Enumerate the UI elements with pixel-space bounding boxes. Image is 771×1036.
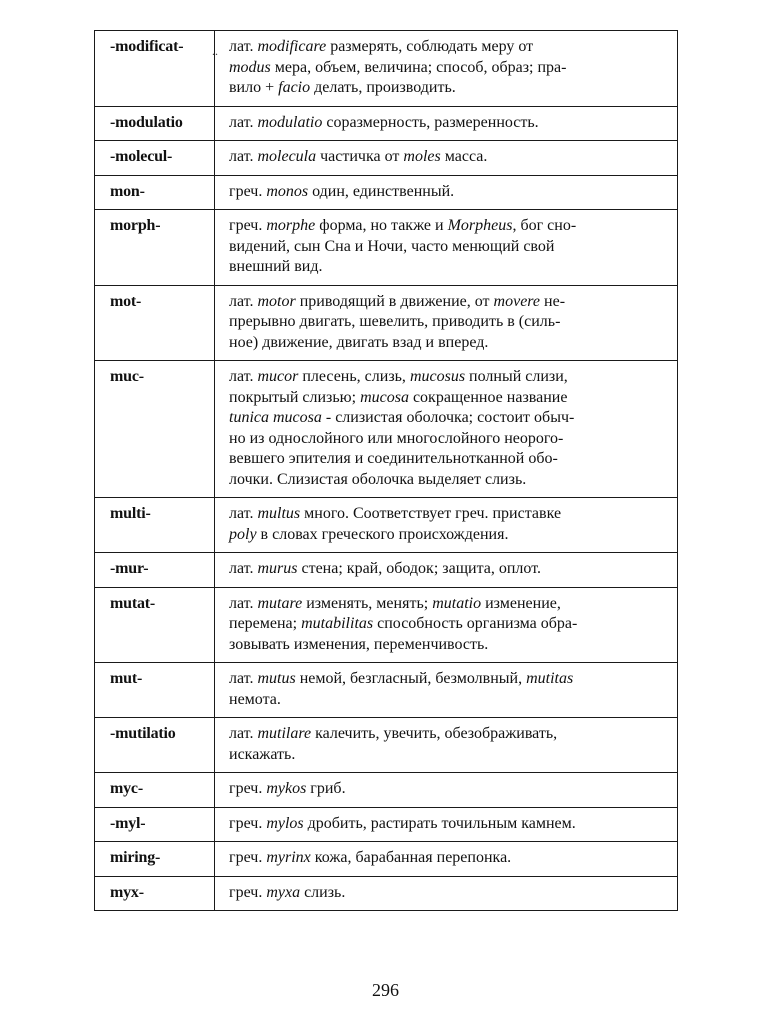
italic-term: monos	[266, 182, 309, 200]
definition-text: делать, производить.	[310, 79, 456, 96]
italic-term: moles	[403, 148, 441, 165]
definition-line	[229, 594, 669, 615]
definition-text: греч.	[229, 217, 267, 234]
italic-term: multus	[257, 505, 301, 522]
italic-term: facio	[278, 79, 311, 96]
definition-text: перемена;	[229, 615, 302, 632]
definition-line	[229, 216, 669, 237]
entry-definition	[215, 842, 678, 877]
definition-text: мера, объем, величина; способ, образ; пра-	[270, 58, 567, 76]
definition-text: но из однослойного или многослойного неорого-	[229, 429, 564, 447]
italic-term: motor	[257, 292, 296, 310]
definition-line	[229, 237, 669, 258]
definition-text: греч.	[229, 780, 267, 797]
definition-text: лочки. Слизистая оболочка выделяет слизь.	[229, 470, 527, 488]
definition-line	[229, 848, 669, 869]
definition-text: искажать.	[229, 745, 296, 763]
glossary-row	[95, 498, 678, 553]
definition-line	[229, 724, 669, 745]
glossary-body	[95, 31, 678, 911]
glossary-row	[95, 807, 678, 842]
entry-term: -molecul-	[95, 141, 215, 176]
definition-text: гриб.	[306, 780, 346, 797]
definition-text: видений, сын Сна и Ночи, часто менющий свой	[229, 237, 555, 255]
definition-text: вило +	[229, 79, 279, 96]
entry-term: mutat-	[95, 587, 215, 663]
definition-text: слизь.	[300, 883, 346, 901]
glossary-row	[95, 31, 678, 107]
entry-term: -modificat-	[95, 31, 215, 107]
entry-definition	[215, 361, 678, 498]
glossary-row	[95, 285, 678, 361]
glossary-row	[95, 876, 678, 911]
definition-text: полный слизи,	[465, 368, 568, 385]
definition-text: частичка от	[316, 148, 404, 165]
glossary-row	[95, 175, 678, 210]
definition-line	[229, 78, 669, 99]
entry-definition	[215, 498, 678, 553]
definition-text: стена; край, ободок; защита, оплот.	[297, 560, 541, 577]
italic-term: mykos	[266, 780, 307, 797]
entry-definition	[215, 663, 678, 718]
definition-text: лат.	[229, 505, 258, 522]
italic-term: murus	[257, 560, 298, 577]
definition-text: много. Соответствует греч. приставке	[300, 505, 562, 522]
definition-line	[229, 147, 669, 168]
definition-text: размерять, соблюдать меру от	[326, 38, 534, 55]
italic-term: Morpheus	[447, 217, 513, 234]
definition-line	[229, 635, 669, 656]
glossary-row	[95, 210, 678, 286]
glossary-row	[95, 842, 678, 877]
italic-term: mylos	[266, 814, 304, 832]
definition-text: покрытый слизью;	[229, 388, 361, 406]
definition-text: дробить, растирать точильным камнем.	[303, 814, 576, 832]
definition-line	[229, 257, 669, 278]
entry-definition	[215, 718, 678, 773]
definition-text: не-	[540, 292, 566, 310]
definition-text: форма, но также и	[315, 217, 448, 234]
definition-line	[229, 388, 669, 409]
definition-text: в словах греческого происхождения.	[256, 525, 509, 543]
definition-text: лат.	[229, 560, 258, 577]
definition-text: зовывать изменения, переменчивость.	[229, 635, 489, 653]
italic-term: morphe	[266, 217, 316, 234]
entry-term: multi-	[95, 498, 215, 553]
definition-text: немота.	[229, 690, 281, 708]
italic-term: mucor	[257, 368, 299, 385]
italic-term: mutitas	[526, 670, 574, 687]
entry-definition	[215, 587, 678, 663]
entry-definition	[215, 807, 678, 842]
definition-line	[229, 367, 669, 388]
definition-line	[229, 113, 669, 134]
definition-line	[229, 614, 669, 635]
glossary-row	[95, 106, 678, 141]
glossary-row	[95, 361, 678, 498]
entry-definition	[215, 31, 678, 107]
definition-line	[229, 312, 669, 333]
italic-term: poly	[229, 525, 257, 543]
entry-term: myx-	[95, 876, 215, 911]
entry-definition	[215, 141, 678, 176]
definition-line	[229, 745, 669, 766]
definition-text: вевшего эпителия и соединительнотканной обо-	[229, 450, 558, 467]
glossary-row	[95, 718, 678, 773]
definition-line	[229, 669, 669, 690]
definition-line	[229, 525, 669, 546]
definition-text: сокращенное название	[408, 388, 568, 406]
italic-term: myrinx	[266, 849, 311, 866]
definition-line	[229, 883, 669, 904]
entry-term: -mutilatio	[95, 718, 215, 773]
definition-text: лат.	[229, 670, 258, 687]
definition-text: лат.	[229, 594, 258, 612]
definition-line	[229, 58, 669, 79]
glossary-row	[95, 663, 678, 718]
italic-term: mucosus	[409, 368, 466, 385]
definition-text: плесень, слизь,	[298, 368, 410, 385]
entry-definition	[215, 553, 678, 588]
scan-artifact-mark: ..	[212, 44, 218, 58]
italic-term: mutare	[257, 594, 303, 612]
italic-term: myxa	[266, 883, 301, 901]
entry-term: -mur-	[95, 553, 215, 588]
definition-line	[229, 408, 669, 429]
entry-term: -myl-	[95, 807, 215, 842]
definition-text: греч.	[229, 814, 267, 832]
entry-definition	[215, 876, 678, 911]
definition-text: греч.	[229, 883, 267, 901]
definition-line	[229, 182, 669, 203]
italic-term: modificare	[257, 38, 327, 55]
definition-line	[229, 292, 669, 313]
italic-term: mutatio	[432, 594, 482, 612]
definition-text: лат.	[229, 113, 258, 131]
definition-line	[229, 470, 669, 491]
definition-text: лат.	[229, 725, 258, 742]
definition-text: кожа, барабанная перепонка.	[310, 849, 512, 866]
italic-term: mutus	[257, 670, 296, 687]
italic-term: mucosa	[360, 388, 409, 406]
entry-term: mot-	[95, 285, 215, 361]
glossary-row	[95, 141, 678, 176]
italic-term: modus	[229, 58, 271, 76]
definition-text: лат.	[229, 368, 258, 385]
definition-line	[229, 429, 669, 450]
definition-text: изменение,	[481, 594, 561, 612]
definition-text: греч.	[229, 182, 267, 200]
definition-text: один, единственный.	[308, 182, 455, 200]
definition-text: масса.	[440, 148, 488, 165]
definition-line	[229, 449, 669, 470]
definition-text: калечить, увечить, обезображивать,	[311, 725, 558, 742]
definition-text: - слизистая оболочка; состоит обыч-	[321, 409, 575, 426]
entry-term: mut-	[95, 663, 215, 718]
definition-line	[229, 559, 669, 580]
entry-term: -modulatio	[95, 106, 215, 141]
definition-text: немой, безгласный, безмолвный,	[295, 670, 527, 687]
definition-text: лат.	[229, 38, 258, 55]
page-number: 296	[372, 980, 399, 1000]
entry-term: mon-	[95, 175, 215, 210]
italic-term: modulatio	[257, 113, 323, 131]
definition-text: внешний вид.	[229, 258, 323, 275]
definition-text: прерывно двигать, шевелить, приводить в (силь-	[229, 313, 561, 330]
definition-line	[229, 37, 669, 58]
entry-term: muc-	[95, 361, 215, 498]
glossary-row	[95, 553, 678, 588]
definition-text: лат.	[229, 292, 258, 310]
entry-term: myc-	[95, 773, 215, 808]
italic-term: molecula	[257, 148, 317, 165]
entry-definition	[215, 210, 678, 286]
definition-text: ное) движение, двигать взад и вперед.	[229, 333, 489, 351]
entry-term: miring-	[95, 842, 215, 877]
glossary-row	[95, 773, 678, 808]
definition-text: способность организма обра-	[373, 615, 578, 632]
definition-line	[229, 690, 669, 711]
entry-definition	[215, 285, 678, 361]
definition-line	[229, 333, 669, 354]
definition-text: лат.	[229, 148, 258, 165]
glossary-row	[95, 587, 678, 663]
entry-definition	[215, 773, 678, 808]
entry-definition	[215, 106, 678, 141]
entry-term: morph-	[95, 210, 215, 286]
definition-line	[229, 814, 669, 835]
italic-term: movere	[493, 292, 541, 310]
italic-term: mutabilitas	[301, 615, 374, 632]
definition-text: приводящий в движение, от	[295, 292, 494, 310]
definition-line	[229, 504, 669, 525]
definition-text: греч.	[229, 849, 267, 866]
definition-line	[229, 779, 669, 800]
definition-text: изменять, менять;	[302, 594, 433, 612]
definition-text: соразмерность, размеренность.	[322, 113, 539, 131]
italic-term: mutilare	[257, 725, 312, 742]
entry-definition	[215, 175, 678, 210]
glossary-table	[94, 30, 678, 911]
definition-text: , бог сно-	[512, 217, 577, 234]
italic-term: tunica mucosa	[229, 409, 322, 426]
